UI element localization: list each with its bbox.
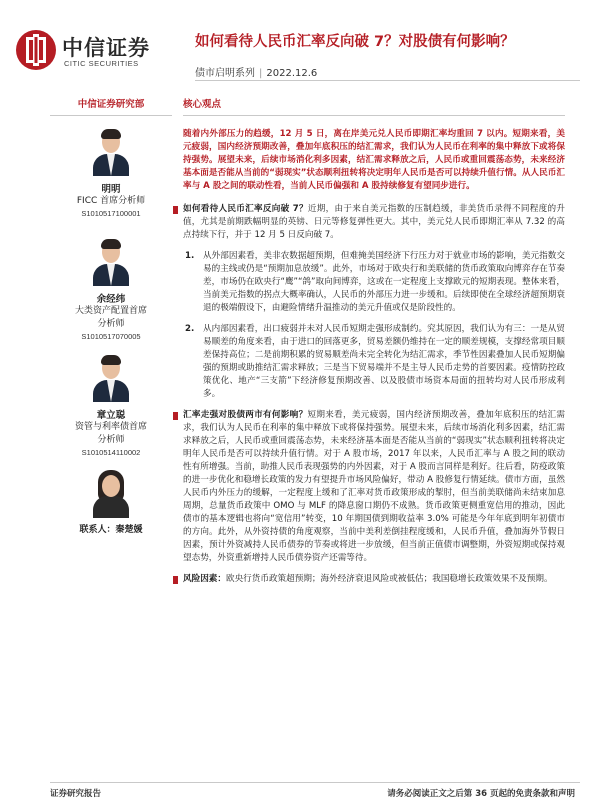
analyst-name: 明明 <box>101 184 121 195</box>
report-meta <box>195 64 317 79</box>
main-content <box>183 96 565 586</box>
analyst-card <box>50 238 172 341</box>
analyst-role: FICC 首席分析师 <box>76 196 146 206</box>
paragraph-lead: 汇率走强对股债两市有何影响？ <box>183 410 308 420</box>
sidebar-title: 中信证券研究部 <box>50 96 172 116</box>
paragraph-body: 近期，由于来自美元指数的压制趋缓，非美货币录得不同程度的升值，尤其是前期跌幅明显的英镑、日元等修复弹性更大。其中，美元兑人民币即期汇率从 7.32 的高点持续下行，并于 12 月 5 日反向破 7。 <box>183 204 565 240</box>
bullet-marker <box>173 412 178 420</box>
contact-person: 联系人：秦楚媛 <box>79 525 143 535</box>
analyst-avatar <box>91 128 131 176</box>
analyst-name: 章立聪 <box>96 410 126 421</box>
header-divider <box>195 80 580 81</box>
analyst-id: S1010514110002 <box>81 448 141 457</box>
brand-logo <box>14 26 199 78</box>
paragraph-lead: 风险因素： <box>183 574 226 584</box>
brand-name-cn: 中信证券 <box>62 36 150 60</box>
paragraph-market-impact <box>183 409 565 565</box>
analyst-card <box>50 354 172 457</box>
paragraph-exchange-rate <box>183 203 565 242</box>
report-date: 2022.12.6 <box>266 68 318 79</box>
item-body: 从外部因素看，美非农数据超预期，但难掩美国经济下行压力对于就业市场的影响，美元指数交易的主线或仍是“预期加息放缓”。此外，市场对于欧央行和美联储的货币政策取向博弈存在节奏差，市场仍在欧央行“鹰”“鸽”取向间博弈，这或在一定程度上支撑欧元的短期表现。整体来看，当前美元指数的拐点大概率确认，人民币的外部压力进一步缓和。后续即使在全球经济超预期衰退的极端假设下，由避险情绪升温推动的美元升值或仅是阶段性的。 <box>203 251 565 313</box>
analyst-id: S1010517100001 <box>81 209 141 218</box>
analyst-id: S1010517070005 <box>81 332 141 341</box>
brand-name-en: CITIC SECURITIES <box>64 59 139 68</box>
section-title: 核心观点 <box>183 96 565 116</box>
footer-divider <box>50 782 580 783</box>
analyst-role: 大类资产配置首席 <box>74 306 147 316</box>
item-number: 1. <box>185 251 195 261</box>
analyst-card <box>50 128 172 218</box>
analyst-name: 余经纬 <box>96 294 126 305</box>
item-body: 从内部因素看，出口疲弱并未对人民币短期走强形成制约。究其原因，我们认为有三：一是从贸易顺差的角度来看，由于进口的回落更多，贸易差额仍维持在一定的顺差规模，支撑经常项目顺差保持高位；二是前期积累的贸易顺差尚未完全转化为结汇需求，季节性因素叠加人民币短期偏强的预期或助推结汇需求释放；三是当下贸易端并不是主导人民币走势的首要因素。疫情防控政策优化、地产“三支箭”下经济修复预期改善、以及股债市场资本局面的扭转均对人民币形成利多。 <box>203 324 565 399</box>
item-number: 2. <box>185 324 195 334</box>
meta-separator: | <box>259 68 263 79</box>
paragraph-lead: 如何看待人民币汇率反向破 7？ <box>183 204 308 214</box>
analyst-avatar <box>91 354 131 402</box>
paragraph-body: 短期来看，美元疲弱，国内经济预期改善，叠加年底积压的结汇需求，我们认为人民币在利率的集中释放下或将保持强势。展望未来，后续市场消化利多因素，结汇需求释放之后，人民币或重回震荡态势，未来经济基本面是否能从当前的“弱现实”状态顺利扭转将决定明年人民币是否可以持续升值行情。对于 A 股市场，2017 年以来，人民币汇率与 A 股之间的联动性有所增强。当前，助推人民币表现强势的内外因素，对于 A 股而言同样是利好。往后看，防疫政策的进一步优化和稳增长政策的发力有望提升市场风险偏好，带动 A 股修复行情延续。债市方面，虽然人民币内外压力的缓解，一定程度上缓和了汇率对货币政策形成的掣肘，但当前美联储尚未结束加息周期，总量货币政策中 OMO 与 MLF 的降息窗口期仍不成熟。货币政策更侧重宽信用的推动，因此债市的基本逻辑也将向“宽信用”转变，10 年期国债到期收益率 3.0% 可能是今年年底到明年初债市的方向。此外，从外资持债的角度观察，当前中美利差倒挂程度缓和，人民币升值，叠加海外节假日因素，预计外资减持人民币债券的节奏或将进一步放缓，但当前正值债市调整期，外资短期或保持观望态势，外资重新增持人民币债券资产还需等待。 <box>183 410 565 563</box>
report-series: 债市启明系列 <box>195 68 255 79</box>
footer-label: 证券研究报告 <box>50 789 102 799</box>
footer-disclaimer: 请务必阅读正文之后第 36 页起的免责条款和声明 <box>387 789 575 799</box>
paragraph-risk <box>183 573 565 586</box>
paragraph-body: 欧央行货币政策超预期；海外经济衰退风险或被低估；我国稳增长政策效果不及预期。 <box>225 574 553 584</box>
analyst-avatar <box>91 238 131 286</box>
analyst-sidebar <box>50 96 172 116</box>
report-title: 如何看待人民币汇率反向破 7？对股债有何影响？ <box>195 34 515 50</box>
bullet-marker <box>173 576 178 584</box>
analyst-role: 资管与利率债首席 <box>74 422 147 432</box>
numbered-item-external <box>183 250 565 315</box>
contact-avatar <box>91 470 131 518</box>
summary-paragraph: 随着内外部压力的趋缓，12 月 5 日，离在岸美元兑人民币即期汇率均重回 7 以内。短期来看，美元疲弱，国内经济预期改善，叠加年底积压的结汇需求，我们认为人民币在利率的集中释放下或将保持强势。展望未来，后续市场消化利多因素，结汇需求释放之后，人民币或重回震荡态势，未来经济基本面是否能从当前的“弱现实”状态顺利扭转将决定明年人民币是否可以持续升值行情。从人民币汇率与 A 股之间的联动性看，当前人民币偏强和 A 股持续修复有望同步进行。 <box>183 129 565 191</box>
citic-logo-icon <box>14 28 58 72</box>
contact-card <box>50 470 172 535</box>
analyst-role-cont: 分析师 <box>97 319 125 329</box>
numbered-item-internal <box>183 323 565 401</box>
analyst-role-cont: 分析师 <box>97 435 125 445</box>
bullet-marker <box>173 206 178 214</box>
